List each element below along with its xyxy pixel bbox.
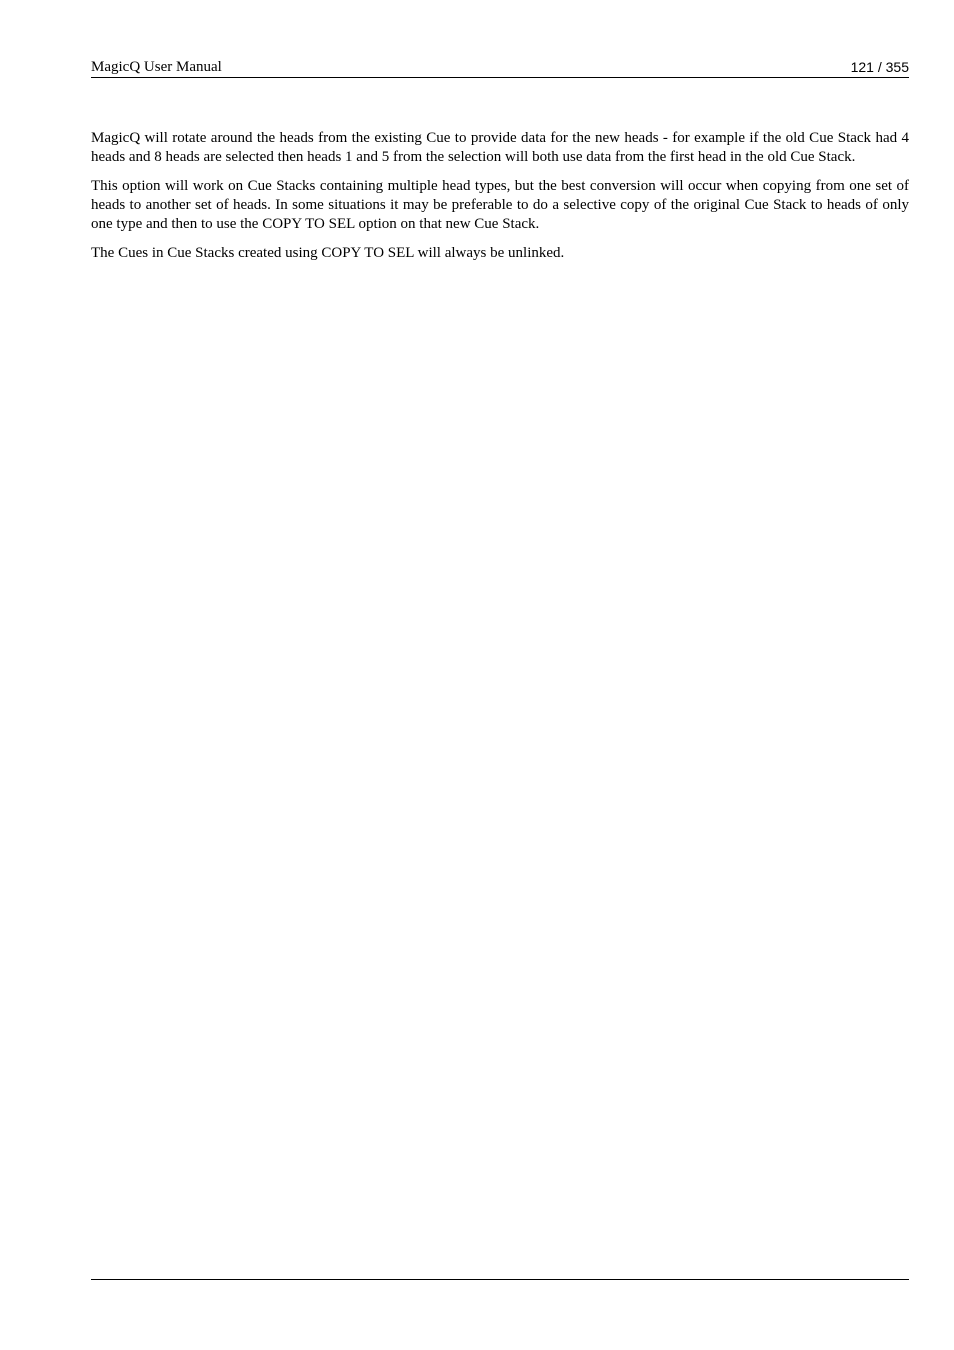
paragraph: The Cues in Cue Stacks created using COPY TO SEL will always be unlinked.	[91, 245, 565, 261]
paragraph: MagicQ will rotate around the heads from the existing Cue to provide data for the new heads - for example if the old Cue Stack had 4 heads and 8 heads are selected then heads 1 and 5 from the selection will both use data from the first head in the old Cue Stack.	[91, 130, 909, 165]
document-title: MagicQ User Manual	[91, 59, 222, 75]
page-number: 121 / 355	[850, 59, 909, 75]
footer-divider	[91, 1279, 909, 1280]
page-header	[91, 57, 909, 78]
paragraph: This option will work on Cue Stacks containing multiple head types, but the best conversion will occur when copying from one set of heads to another set of heads. In some situations it may be preferable to do a selective copy of the original Cue Stack to heads of only one type and then to use the COPY TO SEL option on that new Cue Stack.	[91, 178, 909, 232]
page-content	[91, 129, 909, 273]
